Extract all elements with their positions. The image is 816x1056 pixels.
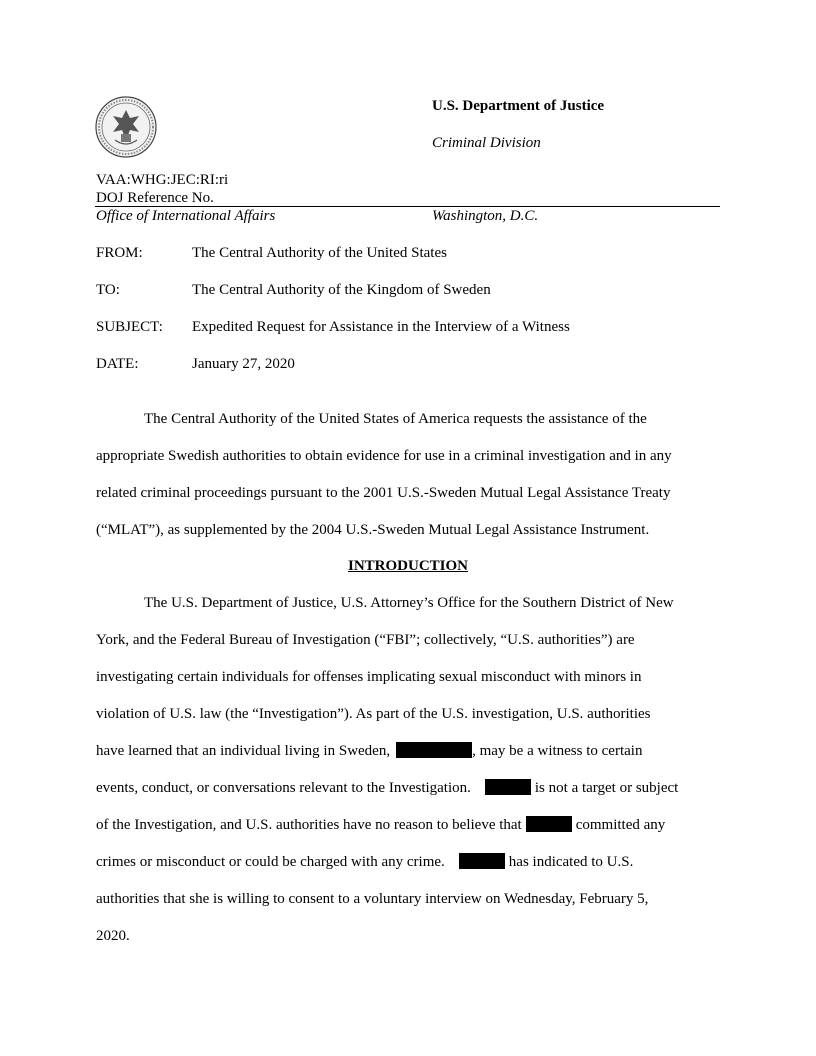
subject-value: Expedited Request for Assistance in the Interview of a Witness [192, 319, 570, 335]
text-segment: committed any [575, 817, 666, 833]
paragraph-line: The Central Authority of the United States of America requests the assistance of the [144, 411, 647, 427]
division-name: Criminal Division [432, 135, 541, 151]
section-heading: INTRODUCTION [347, 558, 468, 574]
paragraph-line: (“MLAT”), as supplemented by the 2004 U.S.-Sweden Mutual Legal Assistance Instrument. [96, 522, 650, 538]
to-label: TO: [96, 282, 120, 298]
redaction-block [459, 853, 505, 869]
paragraph-line: authorities that she is willing to consent to a voluntary interview on Wednesday, February 5, [96, 891, 649, 907]
paragraph-line: related criminal proceedings pursuant to the 2001 U.S.-Sweden Mutual Legal Assistance Treaty [96, 485, 671, 501]
from-value: The Central Authority of the United States [192, 245, 447, 261]
subject-label: SUBJECT: [96, 319, 163, 335]
date-label: DATE: [96, 356, 139, 372]
paragraph-line [96, 807, 718, 844]
department-title: U.S. Department of Justice [432, 98, 605, 114]
text-segment: events, conduct, or conversations relevant to the Investigation. [96, 780, 471, 796]
paragraph-line: violation of U.S. law (the “Investigation”). As part of the U.S. investigation, U.S. authorities [96, 706, 651, 722]
paragraph-line [96, 770, 718, 807]
text-segment: of the Investigation, and U.S. authorities have no reason to believe that [96, 817, 522, 833]
paragraph-line: York, and the Federal Bureau of Investigation (“FBI”; collectively, “U.S. authorities”) are [96, 632, 635, 648]
redaction-block [526, 816, 572, 832]
reference-code: VAA:WHG:JEC:RI:ri [96, 172, 229, 188]
redaction-block [485, 779, 531, 795]
text-segment: have learned that an individual living in Sweden, [96, 743, 391, 759]
paragraph-line: 2020. [96, 928, 130, 944]
text-segment: is not a target or subject [534, 780, 679, 796]
paragraph-line: appropriate Swedish authorities to obtain evidence for use in a criminal investigation and in any [96, 448, 672, 464]
paragraph-line [96, 844, 718, 881]
text-segment: crimes or misconduct or could be charged with any crime. [96, 854, 445, 870]
office-location: Washington, D.C. [432, 208, 539, 224]
doj-seal-icon [95, 96, 157, 158]
paragraph-line: The U.S. Department of Justice, U.S. Attorney’s Office for the Southern District of New [144, 595, 674, 611]
paragraph-line [96, 733, 718, 770]
office-name: Office of International Affairs [96, 208, 276, 224]
text-segment: has indicated to U.S. [508, 854, 634, 870]
paragraph-introduction [96, 585, 718, 955]
paragraph-line: investigating certain individuals for offenses implicating sexual misconduct with minors in [96, 669, 642, 685]
from-label: FROM: [96, 245, 143, 261]
paragraph-request [96, 401, 718, 549]
text-segment: , may be a witness to certain [472, 743, 643, 759]
doj-reference: DOJ Reference No. [96, 190, 214, 206]
to-value: The Central Authority of the Kingdom of Sweden [192, 282, 491, 298]
date-value: January 27, 2020 [192, 356, 295, 372]
redaction-block [396, 742, 472, 758]
